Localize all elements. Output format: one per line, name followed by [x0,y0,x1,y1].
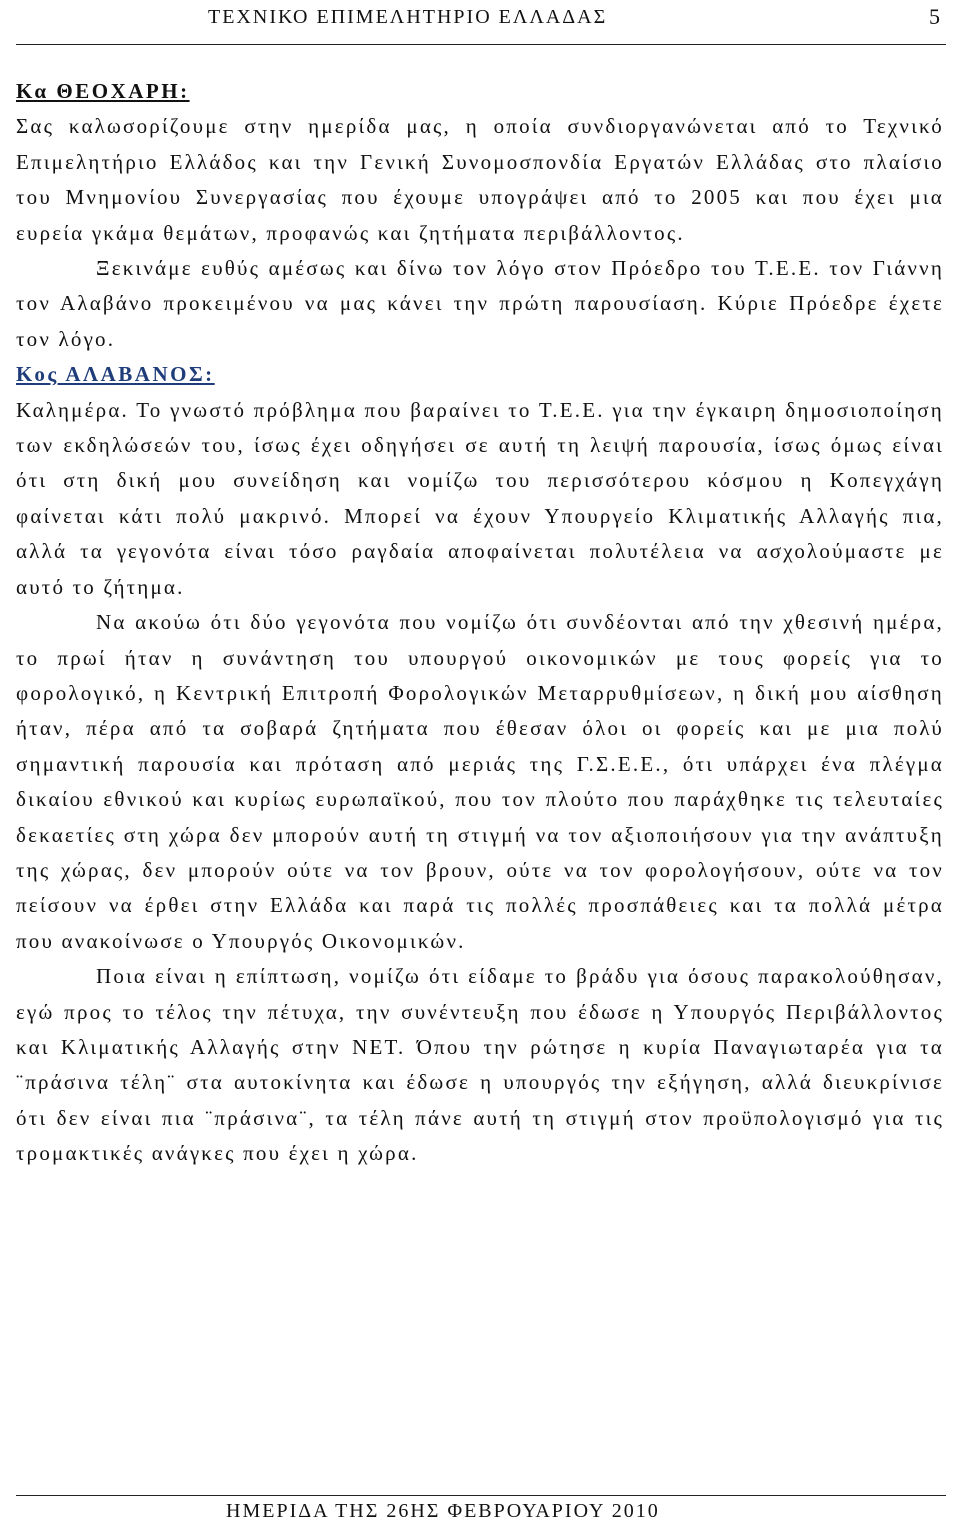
paragraph-5: Ποια είναι η επίπτωση, νομίζω ότι είδαμε το βράδυ για όσους παρακολούθησαν, εγώ προς το τέλος την πέτυχα, την συνέντευξη που έδωσε η Υπουργός Περιβάλλοντος και Κλιματικής Αλλαγής στην ΝΕΤ. Όπου την ρώτησε η κυρία Παναγιωταρέα για τα ¨πράσινα τέλη¨ στα αυτοκίνητα και έδωσε η υπουργός την εξήγηση, αλλά διευκρίνισε ότι δεν είναι πια ¨πράσινα¨, τα τέλη πάνε αυτή τη στιγμή στον προϋπολογισμό για τις τρομακτικές ανάγκες που έχει η χώρα. [16,964,944,1166]
page-header [16,0,946,45]
paragraph-2: Ξεκινάμε ευθύς αμέσως και δίνω τον λόγο στον Πρόεδρο του Τ.Ε.Ε. τον Γιάννη τον Αλαβάνο προκειμένου να μας κάνει την πρώτη παρουσίαση. Κύριε Πρόεδρε έχετε τον λόγο. [16,256,944,351]
paragraph-3: Καλημέρα. Το γνωστό πρόβλημα που βαραίνει το Τ.Ε.Ε. για την έγκαιρη δημοσιοποίηση των εκδηλώσεών του, ίσως έχει οδηγήσει σε αυτή τη λειψή παρουσία, ίσως όμως είναι ότι στη δική μου συνείδηση και νομίζω του περισσότερου κόσμου η Κοπεγχάγη φαίνεται κάτι πολύ μακρινό. Μπορεί να έχουν Υπουργείο Κλιματικής Αλλαγής πια, αλλά τα γεγονότα είναι τόσο ραγδαία αποφαίνεται πολυτέλεια να ασχολούμαστε με αυτό το ζήτημα. [16,397,944,599]
page-number: 5 [929,4,940,29]
footer-text: ΗΜΕΡΙΔΑ ΤΗΣ 26ΗΣ ΦΕΒΡΟΥΑΡΙΟΥ 2010 [226,1500,660,1522]
page-footer [16,1495,946,1526]
paragraph-4: Να ακούω ότι δύο γεγονότα που νομίζω ότι συνδέονται από την χθεσινή ημέρα, το πρωί ήταν η συνάντηση του υπουργού οικονομικών με τους φορείς για το φορολογικό, η Κεντρική Επιτροπή Φορολογικών Μεταρρυθμίσεων, η δική μου αίσθηση ήταν, πέρα από τα σοβαρά ζητήματα που έθεσαν όλοι οι φορείς και με μια πολύ σημαντική παρουσία και πρόταση από μεριάς της Γ.Σ.Ε.Ε., ότι υπάρχει ένα πλέγμα δικαίου εθνικού και κυρίως ευρωπαϊκού, που τον πλούτο που παράχθηκε τις τελευταίες δεκαετίες στη χώρα δεν μπορούν αυτή τη στιγμή να τον αξιοποιήσουν για την ανάπτυξη της χώρας, δεν μπορούν ούτε να τον βρουν, ούτε να τον φορολογήσουν, ούτε να τον πείσουν να έρθει στην Ελλάδα και παρά τις πολλές προσπάθειες και τα πολλά μέτρα που ανακοίνωσε ο Υπουργός Οικονομικών. [16,610,944,953]
document-body [16,74,944,1172]
header-title: ΤΕΧΝΙΚΟ ΕΠΙΜΕΛΗΤΗΡΙΟ ΕΛΛΑΔΑΣ [208,6,608,28]
speaker-label-alavanos: Κος ΑΛΑΒΑΝΟΣ: [16,362,215,387]
paragraph-1: Σας καλωσορίζουμε στην ημερίδα μας, η οποία συνδιοργανώνεται από το Τεχνικό Επιμελητήριο Ελλάδος και την Γενική Συνομοσπονδία Εργατών Ελλάδας στο πλαίσιο του Μνημονίου Συνεργασίας που έχουμε υπογράψει από το 2005 και που έχει μια ευρεία γκάμα θεμάτων, προφανώς και ζητήματα περιβάλλοντος. [16,114,944,245]
speaker-label-theochari: Κα ΘΕΟΧΑΡΗ: [16,79,190,103]
